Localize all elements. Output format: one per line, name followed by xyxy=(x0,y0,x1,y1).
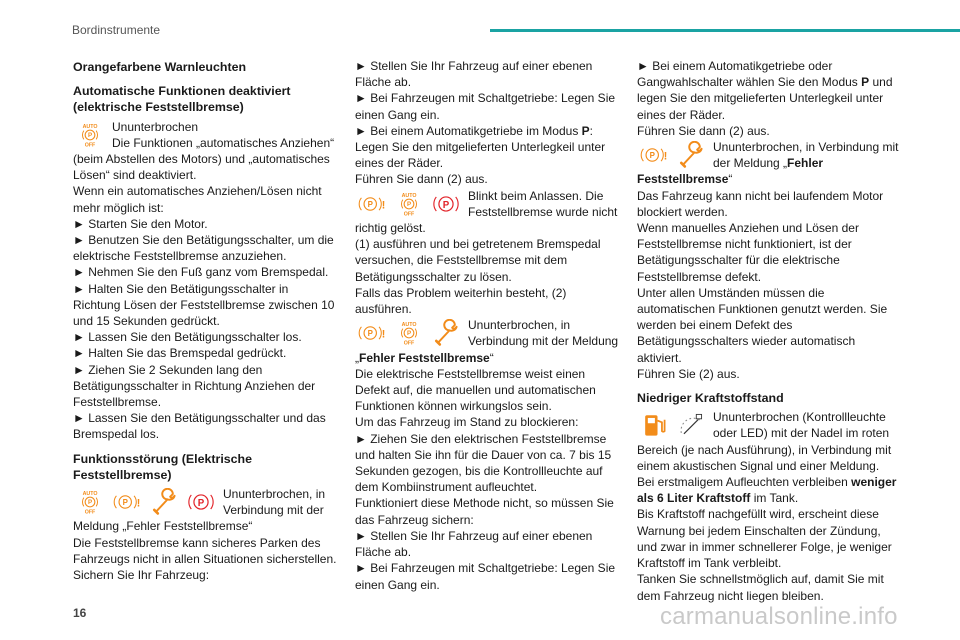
section-title: Bordinstrumente xyxy=(72,23,161,37)
wrench-icon xyxy=(429,318,463,348)
auto-off-icon xyxy=(73,120,107,150)
step: ► Ziehen Sie den elektrischen Feststellbremse und halten Sie ihn für die Dauer von ca. 7 bis 15 Sekunden gezogen, bis die Kontrollleuchte auf dem Kombiinstrument aufleuchtet. xyxy=(355,431,612,495)
auto-off-icon xyxy=(392,189,426,219)
text: Das Fahrzeug kann nicht bei laufendem Motor blockiert werden. xyxy=(637,188,884,219)
icon-group xyxy=(73,120,107,150)
heading-auto-functions: Automatische Funktionen deaktiviert (elektrische Feststellbremse) xyxy=(73,84,291,115)
text: Tanken Sie schnellstmöglich auf, damit Sie mit dem Fahrzeug nicht liegen bleiben. xyxy=(637,572,884,603)
wrench-icon xyxy=(147,487,181,517)
text: Die elektrische Feststellbremse weist einen Defekt auf, die manuellen und automatischen Funktionen können wirkungslos sein. xyxy=(355,366,596,414)
heading-orange-warnings: Orangefarbene Warnleuchten xyxy=(73,60,247,74)
step: ► Stellen Sie Ihr Fahrzeug auf einer ebenen Fläche ab. xyxy=(355,528,593,560)
step: ► Bei Fahrzeugen mit Schaltgetriebe: Legen Sie einen Gang ein. xyxy=(355,91,616,122)
text: Um das Fahrzeug im Stand zu blockieren: xyxy=(355,415,579,430)
column-1 xyxy=(73,58,339,583)
parking-brake-warning-icon xyxy=(355,189,389,219)
text: Wenn manuelles Anziehen und Lösen der Feststellbremse nicht funktioniert, ist der Betätigungsschalter für die elektrische Feststellbremse defekt. xyxy=(637,221,859,284)
text: Führen Sie (2) aus. xyxy=(637,366,740,381)
text: Bei erstmaligem Aufleuchten verbleiben weniger als 6 Liter Kraftstoff im Tank. xyxy=(637,475,897,506)
heading-malfunction: Funktionsstörung (Elektrische Feststellbremse) xyxy=(73,451,252,482)
step: ► Stellen Sie Ihr Fahrzeug auf einer ebenen Fläche ab. xyxy=(355,59,593,90)
step: ► Lassen Sie den Betätigungsschalter los. xyxy=(73,330,302,345)
watermark: carmanualsonline.info xyxy=(660,603,898,630)
text: Führen Sie dann (2) aus. xyxy=(355,172,488,187)
column-2 xyxy=(355,58,621,593)
step: ► Bei einem Automatikgetriebe oder Gangwahlschalter wählen Sie den Modus P und legen Sie den mitgelieferten Unterlegkeil unter eines der Räder. xyxy=(637,59,893,122)
page-number: 16 xyxy=(73,606,87,620)
text: Ununterbrochen (Kontrollleuchte oder LED) mit der Nadel im roten Bereich (je nach Ausführung), in Verbindung mit einem akustischen Signal und einer Meldung. xyxy=(637,410,892,473)
text: Ununterbrochen, in Verbindung mit der Meldung „Fehler Feststellbremse“ xyxy=(637,140,899,187)
icon-group xyxy=(637,140,708,170)
text: Falls das Problem weiterhin besteht, (2) ausführen. xyxy=(355,285,567,317)
text: Ununterbrochen, in Verbindung mit der Meldung „Fehler Feststellbremse“ xyxy=(73,487,326,534)
text: Die Funktionen „automatisches Anziehen“ (beim Abstellen des Motors) und „automatisches Lösen“ sind deaktiviert. xyxy=(73,135,335,183)
text: Blinkt beim Anlassen. Die Feststellbremse wurde nicht richtig gelöst. xyxy=(355,188,618,236)
parking-brake-warning-icon xyxy=(637,140,671,170)
column-3 xyxy=(637,58,903,604)
text: Ununterbrochen, in Verbindung mit der Meldung „Fehler Feststellbremse“ xyxy=(355,318,619,365)
parking-brake-red-icon xyxy=(429,189,463,219)
text: (1) ausführen und bei getretenem Bremspedal versuchen, die Feststellbremse mit dem Betätigungsschalter zu lösen. xyxy=(355,237,601,284)
step: ► Halten Sie den Betätigungsschalter in Richtung Lösen der Feststellbremse zwischen 10 und 15 Sekunden gedrückt. xyxy=(73,281,335,329)
text: Bis Kraftstoff nachgefüllt wird, erscheint diese Warnung bei jedem Einschalten der Zündung, und zwar in immer schnellerer Folge, je weniger Kraftstoff im Tank verbleibt. xyxy=(637,507,892,571)
auto-off-icon xyxy=(73,487,107,517)
step: ► Bei einem Automatikgetriebe im Modus P: Legen Sie den mitgelieferten Unterlegkeil unter eines der Räder. xyxy=(355,123,606,171)
fuel-pump-icon xyxy=(637,410,671,440)
gauge-needle-icon xyxy=(674,410,708,440)
parking-brake-red-icon xyxy=(184,487,218,517)
icon-group xyxy=(355,318,463,348)
text: Ununterbrochen xyxy=(112,119,199,134)
icon-group xyxy=(73,487,218,517)
step: ► Nehmen Sie den Fuß ganz vom Bremspedal. xyxy=(73,265,329,280)
auto-off-icon xyxy=(392,318,426,348)
parking-brake-warning-icon xyxy=(110,487,144,517)
step: ► Lassen Sie den Betätigungsschalter und das Bremspedal los. xyxy=(73,411,326,442)
text: Sichern Sie Ihr Fahrzeug: xyxy=(73,568,210,583)
icon-group xyxy=(355,189,463,219)
text: Die Feststellbremse kann sicheres Parken des Fahrzeugs nicht in allen Situationen sicherstellen. xyxy=(73,535,337,566)
step: ► Ziehen Sie 2 Sekunden lang den Betätigungsschalter in Richtung Anziehen der Feststellbremse. xyxy=(73,362,316,410)
text: Wenn ein automatisches Anziehen/Lösen nicht mehr möglich ist: xyxy=(73,184,322,215)
text: Funktioniert diese Methode nicht, so müssen Sie das Fahrzeug sichern: xyxy=(355,496,614,527)
heading-low-fuel: Niedriger Kraftstoffstand xyxy=(637,391,784,406)
parking-brake-warning-icon xyxy=(355,318,389,348)
icon-group xyxy=(637,410,708,440)
header-accent-bar xyxy=(490,29,960,32)
step: ► Starten Sie den Motor. xyxy=(73,216,208,231)
text: Führen Sie dann (2) aus. xyxy=(637,123,770,138)
step: ► Benutzen Sie den Betätigungsschalter, um die elektrische Feststellbremse anzuziehen. xyxy=(73,233,334,264)
wrench-icon xyxy=(674,140,708,170)
step: ► Bei Fahrzeugen mit Schaltgetriebe: Legen Sie einen Gang ein. xyxy=(355,561,616,592)
step: ► Halten Sie das Bremspedal gedrückt. xyxy=(73,346,287,361)
text: Unter allen Umständen müssen die automatischen Funktionen genutzt werden. Sie werden bei einem Defekt des Betätigungsschalters wieder automatisch aktiviert. xyxy=(637,285,888,365)
